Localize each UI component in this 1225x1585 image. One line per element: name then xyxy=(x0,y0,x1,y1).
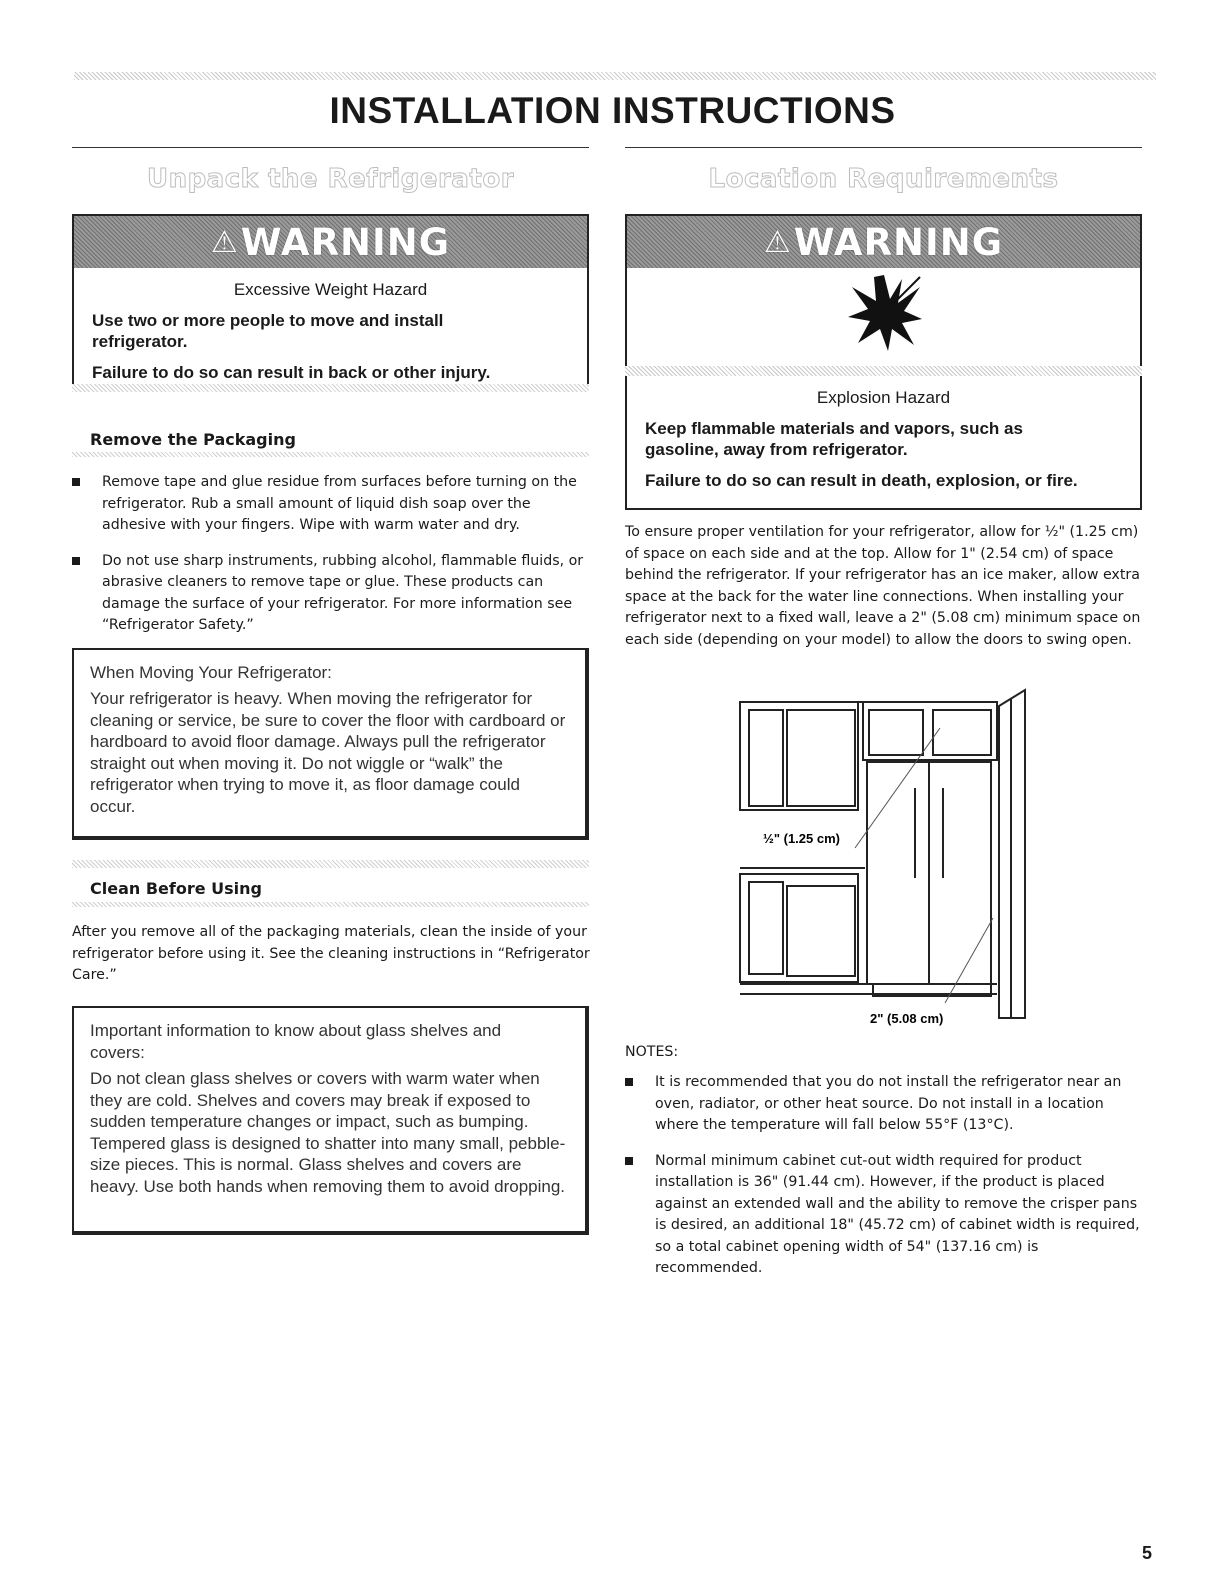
packaging-bullet-list xyxy=(72,472,592,651)
hazard-title: Excessive Weight Hazard xyxy=(233,280,428,299)
info-box-text: Your refrigerator is heavy. When moving the refrigerator for cleaning or service, be sure to cover the floor with cardboard or hardboard to avoid floor damage. Always pull the refrigerator straight out when moving it. Do not wiggle or “walk” the refrigerator when trying to move it, as floor damage could occur. xyxy=(90,689,566,816)
warning-box-explosion xyxy=(625,214,1142,510)
info-box-title: Important information to know about glass shelves and covers: xyxy=(90,1021,502,1062)
notes-heading: NOTES: xyxy=(625,1044,679,1060)
warning-line: Failure to do so can result in death, explosion, or fire. xyxy=(645,471,1078,490)
page-number: 5 xyxy=(1141,1543,1152,1563)
hazard-title: Explosion Hazard xyxy=(816,388,951,407)
subsection-rule xyxy=(72,384,589,392)
warning-divider xyxy=(625,366,1142,376)
list-item: Normal minimum cabinet cut-out width required for product installation is 36" (91.44 cm). However, if the product is placed against an extended wall and the ability to remove the crisper pans is desired, an additional 18" (45.72 cm) of cabinet width is required, so a total cabinet opening width of 54" (137.16 cm) is recommended. xyxy=(625,1151,1145,1280)
info-box-title: When Moving Your Refrigerator: xyxy=(90,663,332,682)
subsection-rule xyxy=(72,860,589,868)
explosion-icon-area xyxy=(627,268,1140,366)
warning-triangle-icon: ⚠ xyxy=(763,224,792,260)
warning-line: Keep flammable materials and vapors, such as gasoline, away from refrigerator. xyxy=(645,419,1023,459)
warning-header xyxy=(627,216,1140,268)
figure-label-two-inch: 2" (5.08 cm) xyxy=(870,1011,944,1026)
warning-triangle-icon: ⚠ xyxy=(210,224,239,260)
figure-label-half-inch: ½" (1.25 cm) xyxy=(763,831,840,846)
clean-before-text: After you remove all of the packaging materials, clean the inside of your refrigerator before using it. See the cleaning instructions in “Refrigerator Care.” xyxy=(72,924,590,983)
location-intro-text: To ensure proper ventilation for your refrigerator, allow for ½" (1.25 cm) of space on each side and at the top. Allow for 1" (2.54 cm) of space behind the refrigerator. If your refrigerator has an ice maker, allow extra space at the back for the water line connections. When installing your refrigerator next to a fixed wall, leave a 2" (5.08 cm) minimum space on each side (depending on your model) to allow the doors to swing open. xyxy=(625,524,1141,648)
section-heading-unpack: Unpack the Refrigerator xyxy=(146,164,515,194)
warning-box-weight xyxy=(72,214,589,392)
warning-line: Failure to do so can result in back or other injury. xyxy=(92,363,491,382)
subheading-clean-before-using: Clean Before Using xyxy=(90,879,262,898)
explosion-icon xyxy=(844,273,924,353)
list-item: Do not use sharp instruments, rubbing alcohol, flammable fluids, or abrasive cleaners to remove tape or glue. These products can damage the surface of your refrigerator. For more information see “Refrigerator Safety.” xyxy=(72,551,592,637)
right-column-rule xyxy=(625,147,1142,148)
glass-shelves-info-box xyxy=(72,1006,589,1235)
warning-label: WARNING xyxy=(240,220,451,264)
list-item: Remove tape and glue residue from surfaces before turning on the refrigerator. Rub a small amount of liquid dish soap over the adhesive with your fingers. Wipe with warm water and dry. xyxy=(72,472,592,537)
top-rule xyxy=(74,72,1156,80)
warning-header xyxy=(74,216,587,268)
subsection-rule xyxy=(72,452,589,457)
clearance-diagram xyxy=(735,688,1035,1028)
warning-line: Use two or more people to move and install refrigerator. xyxy=(92,311,444,351)
list-item: It is recommended that you do not install the refrigerator near an oven, radiator, or other heat source. Do not install in a location where the temperature will fall below 55°F (13°C). xyxy=(625,1072,1145,1137)
notes-bullet-list xyxy=(625,1072,1145,1294)
page-title: INSTALLATION INSTRUCTIONS xyxy=(329,90,896,131)
moving-info-box xyxy=(72,648,589,840)
subsection-rule xyxy=(72,902,589,907)
info-box-text: Do not clean glass shelves or covers with warm water when they are cold. Shelves and covers may break if exposed to sudden temperature changes or impact, such as bumping. Tempered glass is designed to shatter into many small, pebble-size pieces. This is normal. Glass shelves and covers are heavy. Use both hands when removing them to avoid dropping. xyxy=(90,1069,566,1196)
warning-label: WARNING xyxy=(793,220,1004,264)
section-heading-location: Location Requirements xyxy=(708,164,1059,194)
left-column-rule xyxy=(72,147,589,148)
subheading-remove-packaging: Remove the Packaging xyxy=(90,430,296,449)
